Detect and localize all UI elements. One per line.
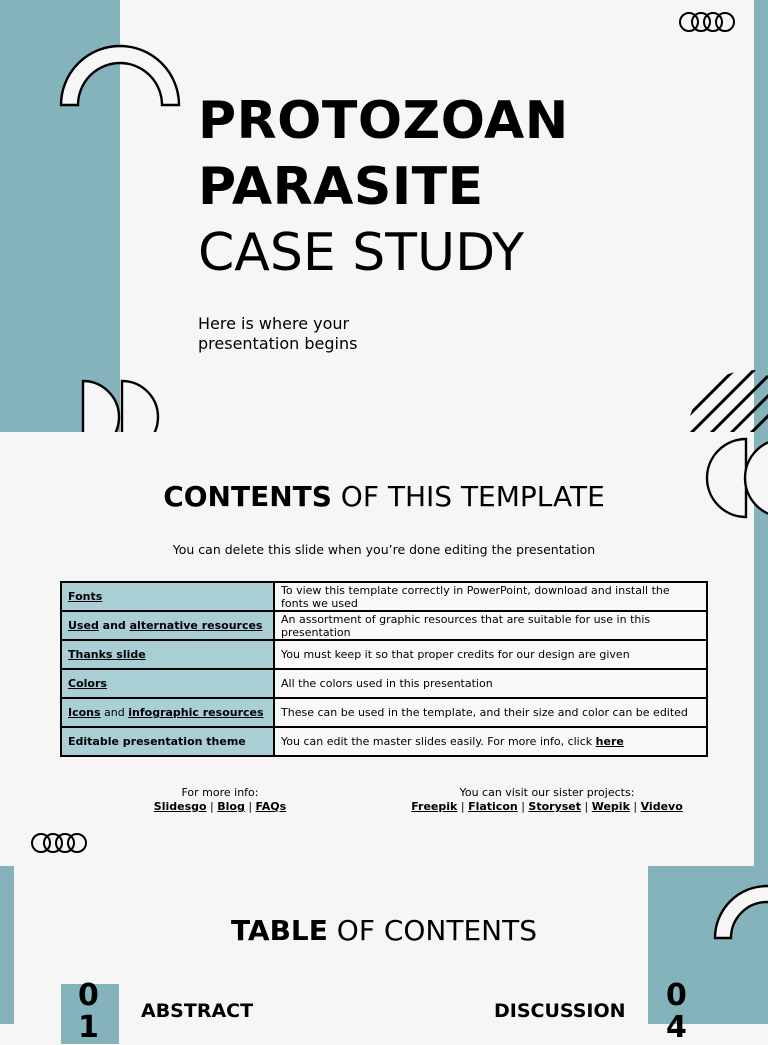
contents-slide[interactable] xyxy=(0,432,768,866)
sister-links xyxy=(400,800,694,814)
link-separator: | xyxy=(629,800,641,813)
row-key xyxy=(61,669,274,698)
row-key-link[interactable]: Thanks slide xyxy=(68,648,146,661)
row-key-link[interactable]: Colors xyxy=(68,677,107,690)
title-line-1: PROTOZOAN xyxy=(198,91,569,151)
row-value-text: An assortment of graphic resources that are suitable for use in this presentation xyxy=(281,612,651,639)
row-key-joiner: and xyxy=(100,706,129,719)
table-row xyxy=(61,727,707,756)
row-value xyxy=(274,582,707,611)
row-value xyxy=(274,727,707,756)
rings-decoration-icon xyxy=(30,832,92,856)
row-value-text: These can be used in the template, and their size and color can be edited xyxy=(281,706,688,719)
row-key-link[interactable]: Icons xyxy=(68,706,101,719)
striped-circle-decoration-icon xyxy=(688,366,768,432)
link-wepik[interactable]: Wepik xyxy=(591,800,630,813)
link-separator: | xyxy=(206,800,218,813)
link-separator: | xyxy=(517,800,529,813)
heading-rest: OF THIS TEMPLATE xyxy=(331,480,605,513)
link-separator: | xyxy=(457,800,469,813)
link-separator: | xyxy=(581,800,592,813)
toc-heading xyxy=(0,914,768,947)
row-value xyxy=(274,698,707,727)
row-value-text: You can edit the master slides easily. For more info, click xyxy=(281,735,596,748)
table-row xyxy=(61,582,707,611)
link-faqs[interactable]: FAQs xyxy=(255,800,287,813)
section-number-01: 01 xyxy=(78,978,99,1045)
row-key xyxy=(61,698,274,727)
row-key xyxy=(61,640,274,669)
row-key-link: Editable presentation theme xyxy=(68,735,246,748)
row-key xyxy=(61,611,274,640)
row-value-text: All the colors used in this presentation xyxy=(281,677,493,690)
more-info-label: For more info: xyxy=(181,786,259,799)
row-value-text: You must keep it so that proper credits for our design are given xyxy=(281,648,630,661)
row-key-link-secondary[interactable]: infographic resources xyxy=(128,706,264,719)
link-storyset[interactable]: Storyset xyxy=(528,800,582,813)
contents-table xyxy=(60,581,708,757)
half-circles-decoration-icon xyxy=(80,378,162,434)
table-row xyxy=(61,698,707,727)
page-title xyxy=(198,88,569,286)
row-key-link[interactable]: Used xyxy=(68,619,99,632)
section-label-discussion[interactable]: DISCUSSION xyxy=(494,1000,626,1022)
link-separator: | xyxy=(244,800,256,813)
toc-heading-rest: OF CONTENTS xyxy=(327,914,537,947)
row-value xyxy=(274,669,707,698)
title-line-3: CASE STUDY xyxy=(198,223,525,283)
arch-decoration-icon xyxy=(58,42,184,108)
title-slide[interactable] xyxy=(0,0,768,432)
rings-decoration-icon xyxy=(678,11,740,35)
row-value xyxy=(274,640,707,669)
row-key xyxy=(61,582,274,611)
table-of-contents-slide[interactable] xyxy=(0,866,768,1045)
sister-projects-block xyxy=(400,786,694,814)
link-flaticon[interactable]: Flaticon xyxy=(468,800,518,813)
heading-bold: CONTENTS xyxy=(163,480,332,513)
row-key-link-secondary[interactable]: alternative resources xyxy=(129,619,263,632)
title-line-2: PARASITE xyxy=(198,157,484,217)
link-blog[interactable]: Blog xyxy=(217,800,245,813)
subtitle: Here is where your presentation begins xyxy=(198,314,358,353)
contents-heading xyxy=(0,480,768,513)
link-videvo[interactable]: Videvo xyxy=(640,800,683,813)
here-link[interactable]: here xyxy=(595,735,624,748)
more-info-block xyxy=(150,786,290,814)
row-key-link[interactable]: Fonts xyxy=(68,590,103,603)
row-key-joiner: and xyxy=(98,619,130,632)
table-row xyxy=(61,640,707,669)
section-number-04: 04 xyxy=(666,978,687,1045)
contents-note: You can delete this slide when you’re done editing the presentation xyxy=(172,542,596,557)
toc-heading-bold: TABLE xyxy=(230,914,328,947)
table-row xyxy=(61,611,707,640)
sister-label: You can visit our sister projects: xyxy=(459,786,635,799)
link-freepik[interactable]: Freepik xyxy=(411,800,458,813)
row-key xyxy=(61,727,274,756)
row-value-text: To view this template correctly in PowerPoint, download and install the fonts we used xyxy=(281,583,670,610)
link-slidesgo[interactable]: Slidesgo xyxy=(153,800,207,813)
table-row xyxy=(61,669,707,698)
row-value xyxy=(274,611,707,640)
more-info-links xyxy=(150,800,290,814)
section-label-abstract[interactable]: ABSTRACT xyxy=(141,1000,254,1022)
